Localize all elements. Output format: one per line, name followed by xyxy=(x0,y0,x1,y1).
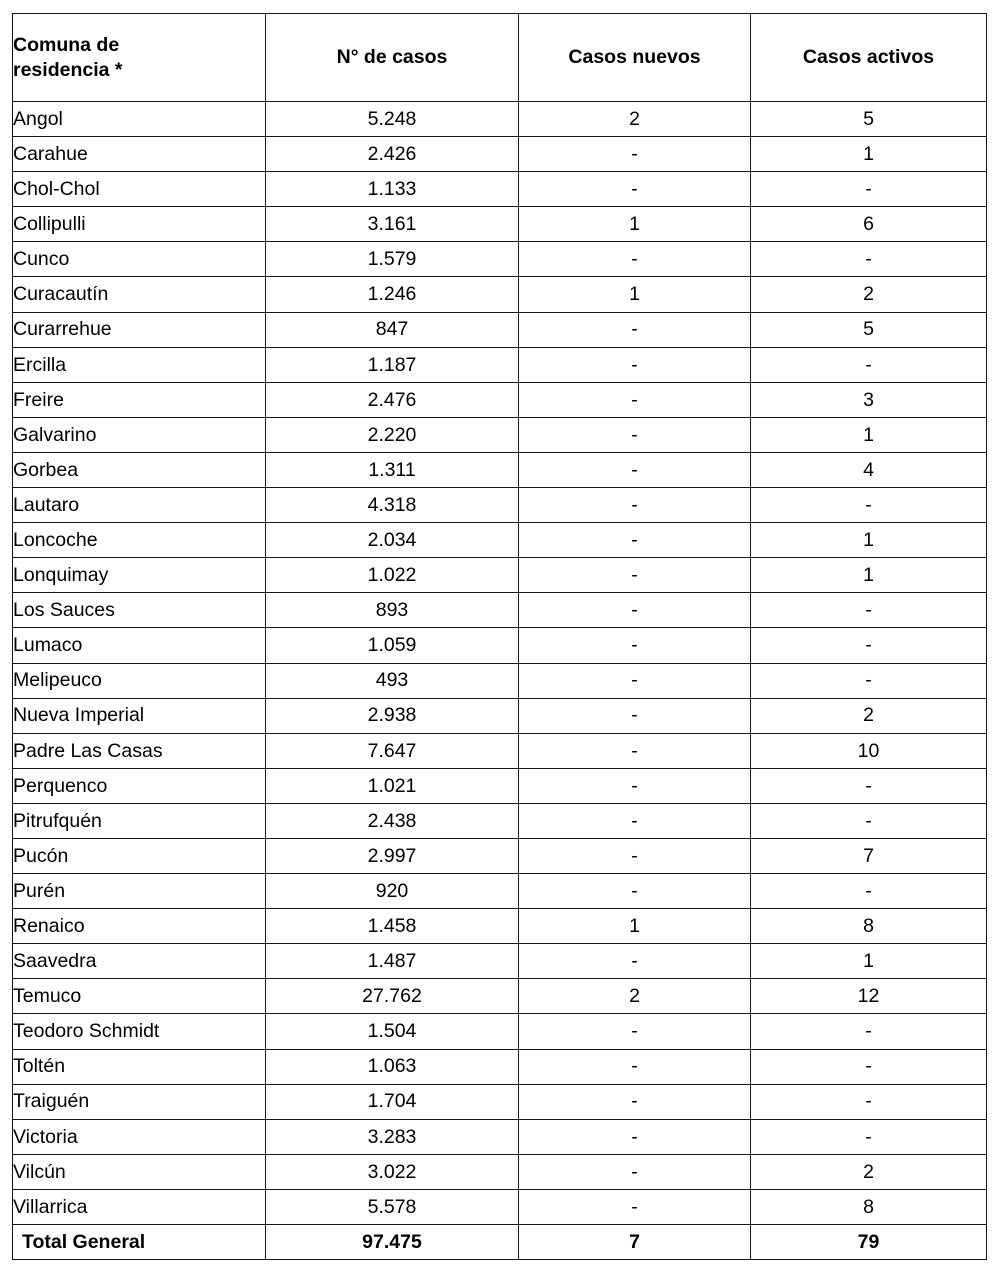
cell-casos: 2.476 xyxy=(266,382,519,417)
table-row xyxy=(13,768,987,803)
cell-casos: 5.248 xyxy=(266,102,519,137)
cell-casos: 1.504 xyxy=(266,1014,519,1049)
cell-casos-nuevos: - xyxy=(519,944,751,979)
cell-casos-nuevos: 2 xyxy=(519,979,751,1014)
cell-casos: 920 xyxy=(266,874,519,909)
cell-casos: 3.283 xyxy=(266,1119,519,1154)
table-row xyxy=(13,172,987,207)
cell-casos: 2.426 xyxy=(266,137,519,172)
cell-casos-activos: - xyxy=(751,1119,987,1154)
column-header-casos: N° de casos xyxy=(266,14,519,102)
cell-comuna: Villarrica xyxy=(13,1189,266,1224)
cell-casos-nuevos: 2 xyxy=(519,102,751,137)
cell-casos-activos: 1 xyxy=(751,558,987,593)
cell-casos-activos: - xyxy=(751,242,987,277)
cell-casos-nuevos: 1 xyxy=(519,909,751,944)
cell-casos-nuevos: - xyxy=(519,838,751,873)
cell-casos: 2.438 xyxy=(266,803,519,838)
cell-casos-nuevos: - xyxy=(519,172,751,207)
cell-comuna: Temuco xyxy=(13,979,266,1014)
cell-comuna: Victoria xyxy=(13,1119,266,1154)
cell-comuna: Purén xyxy=(13,874,266,909)
table-row xyxy=(13,312,987,347)
cell-comuna: Ercilla xyxy=(13,347,266,382)
cell-casos-nuevos: - xyxy=(519,1049,751,1084)
cell-casos-nuevos: - xyxy=(519,417,751,452)
cell-casos: 3.022 xyxy=(266,1154,519,1189)
cell-casos-nuevos: 1 xyxy=(519,207,751,242)
cell-casos-nuevos: - xyxy=(519,1154,751,1189)
table-row xyxy=(13,488,987,523)
cell-total-casos-nuevos: 7 xyxy=(519,1225,751,1260)
cell-casos-activos: - xyxy=(751,347,987,382)
cell-casos-nuevos: - xyxy=(519,523,751,558)
table-row xyxy=(13,347,987,382)
table-row xyxy=(13,1014,987,1049)
cell-casos-activos: - xyxy=(751,874,987,909)
cell-casos: 1.021 xyxy=(266,768,519,803)
cell-casos-activos: - xyxy=(751,1084,987,1119)
table-row xyxy=(13,207,987,242)
cell-casos: 2.997 xyxy=(266,838,519,873)
cell-casos-activos: 3 xyxy=(751,382,987,417)
cell-casos-activos: 1 xyxy=(751,137,987,172)
column-header-comuna-line1: Comuna de xyxy=(13,34,120,57)
cell-casos-nuevos: - xyxy=(519,558,751,593)
cell-casos: 1.022 xyxy=(266,558,519,593)
table-row xyxy=(13,277,987,312)
cell-casos-nuevos: - xyxy=(519,312,751,347)
cell-casos: 1.704 xyxy=(266,1084,519,1119)
cell-comuna: Lonquimay xyxy=(13,558,266,593)
cell-casos: 2.220 xyxy=(266,417,519,452)
table-header xyxy=(13,14,987,102)
cell-total-label: Total General xyxy=(13,1225,266,1260)
cell-casos-activos: 10 xyxy=(751,733,987,768)
cell-comuna: Galvarino xyxy=(13,417,266,452)
table-row xyxy=(13,874,987,909)
cell-comuna: Teodoro Schmidt xyxy=(13,1014,266,1049)
cell-casos: 1.458 xyxy=(266,909,519,944)
column-header-comuna xyxy=(13,14,266,102)
cell-casos-nuevos: - xyxy=(519,488,751,523)
cell-casos: 1.579 xyxy=(266,242,519,277)
cell-casos-activos: 8 xyxy=(751,909,987,944)
cell-comuna: Freire xyxy=(13,382,266,417)
cell-casos-nuevos: - xyxy=(519,452,751,487)
cell-comuna: Collipulli xyxy=(13,207,266,242)
cell-total-casos: 97.475 xyxy=(266,1225,519,1260)
cell-comuna: Traiguén xyxy=(13,1084,266,1119)
cell-comuna: Chol-Chol xyxy=(13,172,266,207)
cell-comuna: Los Sauces xyxy=(13,593,266,628)
cell-total-casos-activos: 79 xyxy=(751,1225,987,1260)
cell-casos-activos: - xyxy=(751,803,987,838)
cell-casos-activos: 5 xyxy=(751,102,987,137)
cell-casos-activos: 2 xyxy=(751,277,987,312)
table-row xyxy=(13,558,987,593)
cell-casos: 7.647 xyxy=(266,733,519,768)
cell-casos: 1.246 xyxy=(266,277,519,312)
cell-casos-activos: 2 xyxy=(751,698,987,733)
cell-comuna: Loncoche xyxy=(13,523,266,558)
cell-casos-nuevos: - xyxy=(519,874,751,909)
cell-comuna: Vilcún xyxy=(13,1154,266,1189)
cell-casos-activos: 1 xyxy=(751,944,987,979)
cell-casos: 2.938 xyxy=(266,698,519,733)
cell-casos-activos: 12 xyxy=(751,979,987,1014)
table-row xyxy=(13,452,987,487)
table-row xyxy=(13,663,987,698)
cell-comuna: Gorbea xyxy=(13,452,266,487)
cell-casos-nuevos: - xyxy=(519,803,751,838)
cell-casos: 1.133 xyxy=(266,172,519,207)
table-header-row xyxy=(13,14,987,102)
cell-casos-nuevos: - xyxy=(519,382,751,417)
table-row xyxy=(13,628,987,663)
table-row xyxy=(13,1154,987,1189)
cell-casos: 2.034 xyxy=(266,523,519,558)
table-row xyxy=(13,698,987,733)
table-body xyxy=(13,102,987,1260)
cell-casos-nuevos: - xyxy=(519,628,751,663)
cell-casos-activos: 7 xyxy=(751,838,987,873)
table-row xyxy=(13,803,987,838)
cell-casos-activos: 2 xyxy=(751,1154,987,1189)
table-row xyxy=(13,523,987,558)
cell-casos: 3.161 xyxy=(266,207,519,242)
table-row xyxy=(13,1189,987,1224)
table-row xyxy=(13,417,987,452)
cell-casos: 493 xyxy=(266,663,519,698)
cell-casos: 27.762 xyxy=(266,979,519,1014)
cell-casos-nuevos: - xyxy=(519,1119,751,1154)
cell-casos-activos: - xyxy=(751,172,987,207)
cell-casos-activos: - xyxy=(751,768,987,803)
cell-casos: 1.063 xyxy=(266,1049,519,1084)
column-header-comuna-line2: residencia * xyxy=(13,58,123,81)
table-row xyxy=(13,909,987,944)
cell-casos-nuevos: - xyxy=(519,593,751,628)
cell-casos-nuevos: - xyxy=(519,1014,751,1049)
cell-casos-nuevos: - xyxy=(519,698,751,733)
cell-casos-activos: - xyxy=(751,1049,987,1084)
table-row xyxy=(13,944,987,979)
cell-casos-nuevos: 1 xyxy=(519,277,751,312)
table-row xyxy=(13,1084,987,1119)
table-row xyxy=(13,102,987,137)
cell-comuna: Nueva Imperial xyxy=(13,698,266,733)
cell-comuna: Carahue xyxy=(13,137,266,172)
cell-casos-activos: - xyxy=(751,593,987,628)
cell-comuna: Toltén xyxy=(13,1049,266,1084)
cell-comuna: Pitrufquén xyxy=(13,803,266,838)
table-row xyxy=(13,1049,987,1084)
cell-casos-activos: 1 xyxy=(751,417,987,452)
cell-casos-nuevos: - xyxy=(519,733,751,768)
cell-casos-activos: - xyxy=(751,663,987,698)
cell-casos: 1.059 xyxy=(266,628,519,663)
cell-comuna: Curarrehue xyxy=(13,312,266,347)
cell-casos: 1.187 xyxy=(266,347,519,382)
cell-comuna: Padre Las Casas xyxy=(13,733,266,768)
table-row xyxy=(13,838,987,873)
cell-casos-activos: - xyxy=(751,1014,987,1049)
cell-casos-activos: 5 xyxy=(751,312,987,347)
cell-comuna: Lumaco xyxy=(13,628,266,663)
table-row xyxy=(13,137,987,172)
column-header-casos-nuevos: Casos nuevos xyxy=(519,14,751,102)
cell-comuna: Lautaro xyxy=(13,488,266,523)
cell-casos: 893 xyxy=(266,593,519,628)
cell-comuna: Renaico xyxy=(13,909,266,944)
cell-comuna: Angol xyxy=(13,102,266,137)
cell-casos-nuevos: - xyxy=(519,1084,751,1119)
cell-casos-activos: 6 xyxy=(751,207,987,242)
cell-comuna: Cunco xyxy=(13,242,266,277)
cell-casos-activos: - xyxy=(751,628,987,663)
cell-casos-activos: - xyxy=(751,488,987,523)
cell-casos: 1.311 xyxy=(266,452,519,487)
cell-comuna: Curacautín xyxy=(13,277,266,312)
cell-casos-activos: 4 xyxy=(751,452,987,487)
cell-casos-nuevos: - xyxy=(519,242,751,277)
cell-comuna: Saavedra xyxy=(13,944,266,979)
cell-casos-nuevos: - xyxy=(519,347,751,382)
cell-casos-activos: 8 xyxy=(751,1189,987,1224)
table-row xyxy=(13,382,987,417)
cell-casos-nuevos: - xyxy=(519,137,751,172)
cases-by-comuna-table xyxy=(12,13,987,1260)
table-row xyxy=(13,242,987,277)
cell-casos: 4.318 xyxy=(266,488,519,523)
table-row xyxy=(13,1119,987,1154)
cell-casos-nuevos: - xyxy=(519,768,751,803)
cell-casos: 1.487 xyxy=(266,944,519,979)
column-header-casos-activos: Casos activos xyxy=(751,14,987,102)
cell-casos-nuevos: - xyxy=(519,663,751,698)
table-total-row xyxy=(13,1225,987,1260)
cell-comuna: Melipeuco xyxy=(13,663,266,698)
cell-comuna: Perquenco xyxy=(13,768,266,803)
table-row xyxy=(13,979,987,1014)
cell-casos-activos: 1 xyxy=(751,523,987,558)
cell-casos: 847 xyxy=(266,312,519,347)
cell-casos: 5.578 xyxy=(266,1189,519,1224)
cell-comuna: Pucón xyxy=(13,838,266,873)
cell-casos-nuevos: - xyxy=(519,1189,751,1224)
table-row xyxy=(13,733,987,768)
table-row xyxy=(13,593,987,628)
